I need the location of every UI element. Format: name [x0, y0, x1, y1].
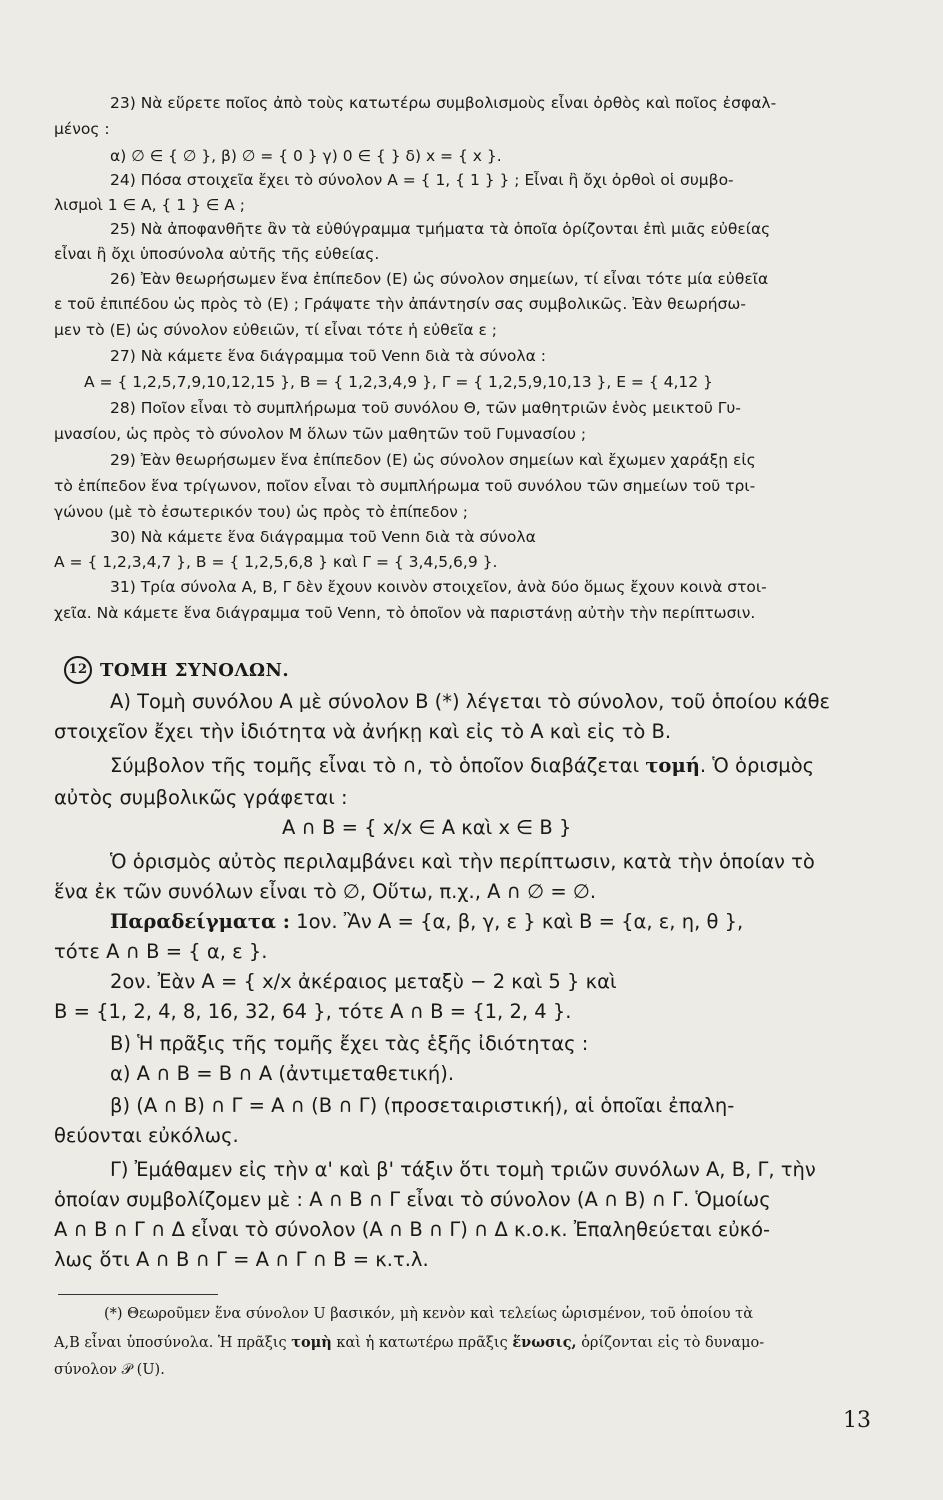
part-g-line2: ὁποίαν συμβολίζομεν μὲ : A ∩ B ∩ Γ εἶναι τὸ σύνολον (A ∩ B) ∩ Γ. Ὁμοίως: [54, 1188, 771, 1211]
symbol-text-end: . Ὁ ὁρισμὸς: [699, 754, 815, 777]
page-number: 13: [843, 1408, 871, 1433]
symbol-bold-term: τομή: [645, 754, 700, 777]
ex24-line1: 24) Πόσα στοιχεῖα ἔχει τὸ σύνολον A = { 1, { 1 } } ; Εἶναι ἢ ὄχι ὀρθοὶ οἱ συμβο-: [110, 171, 734, 189]
ex23-line3: α) ∅ ∈ { ∅ }, β) ∅ = { 0 } γ) 0 ∈ { } δ) x = { x }.: [110, 147, 502, 165]
symbol-line2: αὐτὸς συμβολικῶς γράφεται :: [54, 786, 348, 809]
ex28-line1: 28) Ποῖον εἶναι τὸ συμπλήρωμα τοῦ συνόλου Θ, τῶν μαθητριῶν ἑνὸς μεικτοῦ Γυ-: [110, 399, 741, 417]
part-g-line4: λως ὅτι A ∩ B ∩ Γ = A ∩ Γ ∩ B = κ.τ.λ.: [54, 1248, 429, 1271]
part-b-line1: B) Ἡ πρᾶξις τῆς τομῆς ἔχει τὰς ἑξῆς ἰδιότητας :: [110, 1032, 589, 1055]
footnote-line1: (*) Θεωροῦμεν ἕνα σύνολον U βασικόν, μὴ κενὸν καὶ τελείως ὡρισμένον, τοῦ ὁποίου τὰ: [104, 1306, 753, 1322]
ex24-line2: λισμοὶ 1 ∈ A, { 1 } ∈ A ;: [54, 196, 245, 214]
examples-label: Παραδείγματα :: [110, 910, 290, 933]
example1-text: 1ον. Ἂν A = {α, β, γ, ε } καὶ B = {α, ε, η, θ },: [296, 910, 744, 933]
example2-result: B = {1, 2, 4, 8, 16, 32, 64 }, τότε A ∩ B = {1, 2, 4 }.: [54, 1000, 572, 1023]
ex26-line3: μεν τὸ (E) ὡς σύνολον εὐθειῶν, τί εἶναι τότε ἡ εὐθεῖα ε ;: [54, 321, 498, 339]
part-a-line2: στοιχεῖον ἔχει τὴν ἰδιότητα νὰ ἀνήκῃ καὶ εἰς τὸ A καὶ εἰς τὸ B.: [54, 720, 672, 743]
ex29-line2: τὸ ἐπίπεδον ἕνα τρίγωνον, ποῖον εἶναι τὸ συμπλήρωμα τοῦ συνόλου τῶν σημείων τοῦ τρι-: [54, 477, 756, 495]
footnote-bold-tomi: τομὴ: [291, 1334, 332, 1351]
ex25-line1: 25) Νὰ ἀποφανθῆτε ἂν τὰ εὐθύγραμμα τμήματα τὰ ὁποῖα ὁρίζονται ἐπὶ μιᾶς εὐθείας: [110, 220, 771, 238]
ex27-line1: 27) Νὰ κάμετε ἕνα διάγραμμα τοῦ Venn διὰ τὰ σύνολα :: [110, 347, 546, 365]
footnote-rule: [58, 1294, 218, 1295]
part-b-line3: β) (A ∩ B) ∩ Γ = A ∩ (B ∩ Γ) (προσεταιριστική), αἱ ὁποῖαι ἐπαλη-: [110, 1094, 735, 1117]
section-heading: [64, 656, 289, 684]
example2-line: 2ον. Ἐὰν A = { x/x ἀκέραιος μεταξὺ − 2 καὶ 5 } καὶ: [110, 970, 617, 993]
ex27-sets: A = { 1,2,5,7,9,10,12,15 }, B = { 1,2,3,4,9 }, Γ = { 1,2,5,9,10,13 }, E = { 4,12 }: [84, 373, 713, 391]
ex29-line3: γώνου (μὲ τὸ ἐσωτερικόν του) ὡς πρὸς τὸ ἐπίπεδον ;: [54, 503, 468, 521]
ex29-line1: 29) Ἐὰν θεωρήσωμεν ἕνα ἐπίπεδον (E) ὡς σύνολον σημείων καὶ ἔχωμεν χαράξῃ εἰς: [110, 451, 756, 469]
inclusion-line2: ἕνα ἐκ τῶν συνόλων εἶναι τὸ ∅, Οὕτω, π.χ., A ∩ ∅ = ∅.: [54, 880, 597, 903]
example1-result: τότε A ∩ B = { α, ε }.: [54, 940, 268, 963]
section-title: ΤΟΜΗ ΣΥΝΟΛΩΝ.: [100, 659, 290, 681]
symbol-text: Σύμβολον τῆς τομῆς εἶναι τὸ ∩, τὸ ὁποῖον διαβάζεται: [110, 754, 640, 777]
example1-line: [110, 906, 743, 938]
footnote-text-c: ὁρίζονται εἰς τὸ δυναμο-: [581, 1335, 765, 1351]
ex30-sets: A = { 1,2,3,4,7 }, B = { 1,2,5,6,8 } καὶ Γ = { 3,4,5,6,9 }.: [54, 553, 498, 571]
ex25-line2: εἶναι ἢ ὄχι ὑποσύνολα αὐτῆς τῆς εὐθείας.: [54, 245, 380, 263]
footnote-bold-enosis: ἕνωσις,: [512, 1334, 577, 1351]
part-b-line2: α) A ∩ B = B ∩ A (ἀντιμεταθετική).: [110, 1062, 455, 1085]
ex31-line1: 31) Τρία σύνολα A, B, Γ δὲν ἔχουν κοινὸν στοιχεῖον, ἀνὰ δύο ὅμως ἔχουν κοινὰ στοι-: [110, 578, 767, 596]
part-g-line1: Γ) Ἐμάθαμεν εἰς τὴν α' καὶ β' τάξιν ὅτι τομὴ τριῶν συνόλων A, B, Γ, τὴν: [110, 1158, 816, 1181]
part-a-line1: A) Τομὴ συνόλου A μὲ σύνολον B (*) λέγεται τὸ σύνολον, τοῦ ὁποίου κάθε: [110, 690, 831, 713]
part-g-line3: A ∩ B ∩ Γ ∩ Δ εἶναι τὸ σύνολον (A ∩ B ∩ Γ) ∩ Δ κ.ο.κ. Ἐπαληθεύεται εὐκό-: [54, 1218, 771, 1241]
ex31-line2: χεῖα. Νὰ κάμετε ἕνα διάγραμμα τοῦ Venn, τὸ ὁποῖον νὰ παριστάνῃ αὐτὴν τὴν περίπτωσιν.: [54, 604, 756, 622]
ex23-line1: 23) Νὰ εὕρετε ποῖος ἀπὸ τοὺς κατωτέρω συμβολισμοὺς εἶναι ὀρθὸς καὶ ποῖος ἐσφαλ-: [110, 94, 777, 112]
section-number-badge: 12: [64, 656, 92, 684]
ex28-line2: μνασίου, ὡς πρὸς τὸ σύνολον M ὅλων τῶν μαθητῶν τοῦ Γυμνασίου ;: [54, 425, 587, 443]
ex26-line2: ε τοῦ ἐπιπέδου ὡς πρὸς τὸ (E) ; Γράψατε τὴν ἀπάντησίν σας συμβολικῶς. Ἐὰν θεωρήσω-: [54, 295, 746, 313]
footnote-text-b: καὶ ἡ κατωτέρω πρᾶξις: [336, 1335, 508, 1351]
footnote-text-a: A,B εἶναι ὑποσύνολα. Ἡ πρᾶξις: [54, 1335, 287, 1351]
inclusion-line1: Ὁ ὁρισμὸς αὐτὸς περιλαμβάνει καὶ τὴν περίπτωσιν, κατὰ τὴν ὁποίαν τὸ: [110, 850, 815, 873]
footnote-line2: [54, 1330, 764, 1356]
ex26-line1: 26) Ἐὰν θεωρήσωμεν ἕνα ἐπίπεδον (E) ὡς σύνολον σημείων, τί εἶναι τότε μία εὐθεῖα: [110, 270, 769, 288]
ex30-line1: 30) Νὰ κάμετε ἕνα διάγραμμα τοῦ Venn διὰ τὰ σύνολα: [110, 528, 536, 546]
footnote-line3: σύνολον 𝒫 (U).: [54, 1362, 165, 1378]
part-b-line4: θεύονται εὐκόλως.: [54, 1124, 239, 1147]
symbol-line: [110, 750, 814, 782]
ex23-line2: μένος :: [54, 120, 110, 138]
definition-formula: A ∩ B = { x/x ∈ A καὶ x ∈ B }: [282, 816, 572, 839]
